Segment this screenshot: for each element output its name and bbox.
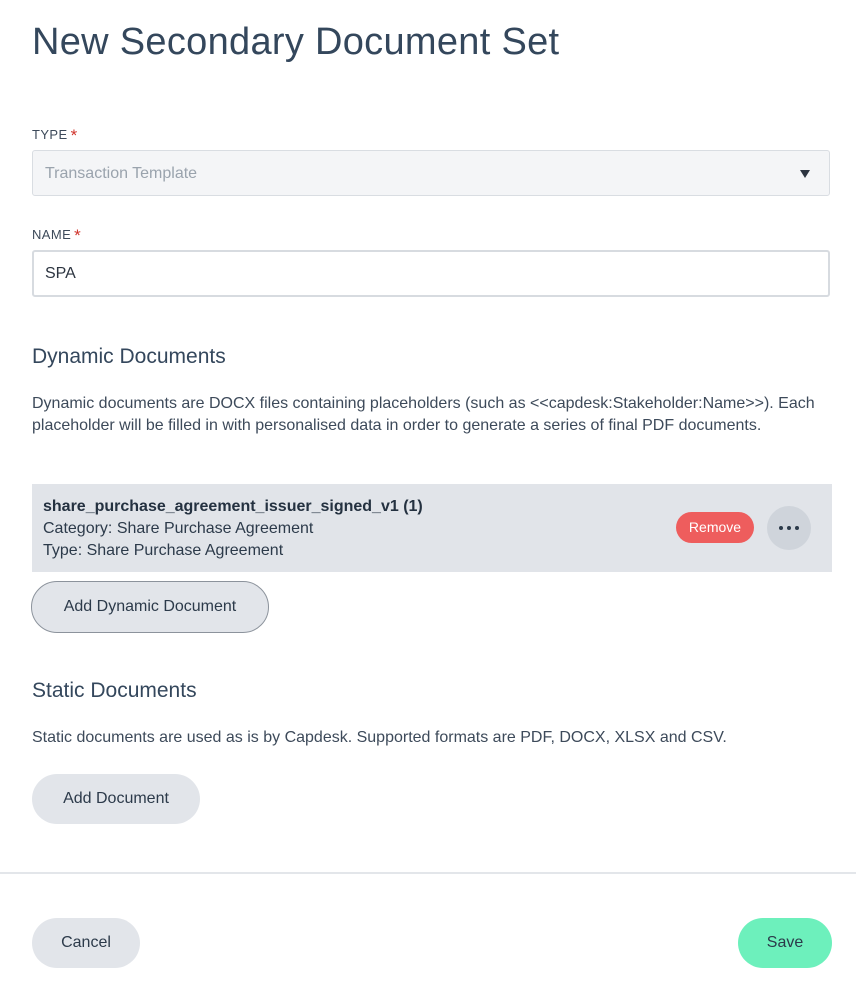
chevron-down-icon xyxy=(800,170,810,178)
type-label-text: TYPE xyxy=(32,127,68,142)
remove-button[interactable]: Remove xyxy=(676,512,754,543)
static-documents-heading: Static Documents xyxy=(32,679,197,702)
save-button[interactable]: Save xyxy=(738,918,832,968)
name-label xyxy=(32,227,81,244)
dynamic-documents-description: Dynamic documents are DOCX files containing placeholders (such as <<capdesk:Stakeholder:Name>>). Each placeholder will be filled in with personalised data in order to generate a series of final PDF documents. xyxy=(32,395,815,434)
add-document-button[interactable]: Add Document xyxy=(32,774,200,824)
page-title: New Secondary Document Set xyxy=(32,21,560,63)
ellipsis-dot xyxy=(795,526,799,530)
document-category: Category: Share Purchase Agreement xyxy=(43,520,314,537)
name-input[interactable] xyxy=(32,250,830,297)
document-type: Type: Share Purchase Agreement xyxy=(43,542,284,559)
required-marker: * xyxy=(74,226,82,245)
document-title: share_purchase_agreement_issuer_signed_v1 (1) xyxy=(43,498,423,515)
type-select[interactable] xyxy=(32,150,830,196)
required-marker: * xyxy=(70,126,78,145)
footer-divider xyxy=(0,872,856,874)
ellipsis-dot xyxy=(779,526,783,530)
more-options-button[interactable] xyxy=(767,506,811,550)
ellipsis-dot xyxy=(787,526,791,530)
name-label-text: NAME xyxy=(32,227,72,242)
dynamic-documents-heading: Dynamic Documents xyxy=(32,345,226,368)
add-dynamic-document-button[interactable]: Add Dynamic Document xyxy=(31,581,269,633)
type-select-value: Transaction Template xyxy=(45,165,198,182)
cancel-button[interactable]: Cancel xyxy=(32,918,140,968)
type-label xyxy=(32,127,78,144)
dynamic-document-item xyxy=(32,484,832,572)
static-documents-description: Static documents are used as is by Capdesk. Supported formats are PDF, DOCX, XLSX and CSV. xyxy=(32,729,727,746)
